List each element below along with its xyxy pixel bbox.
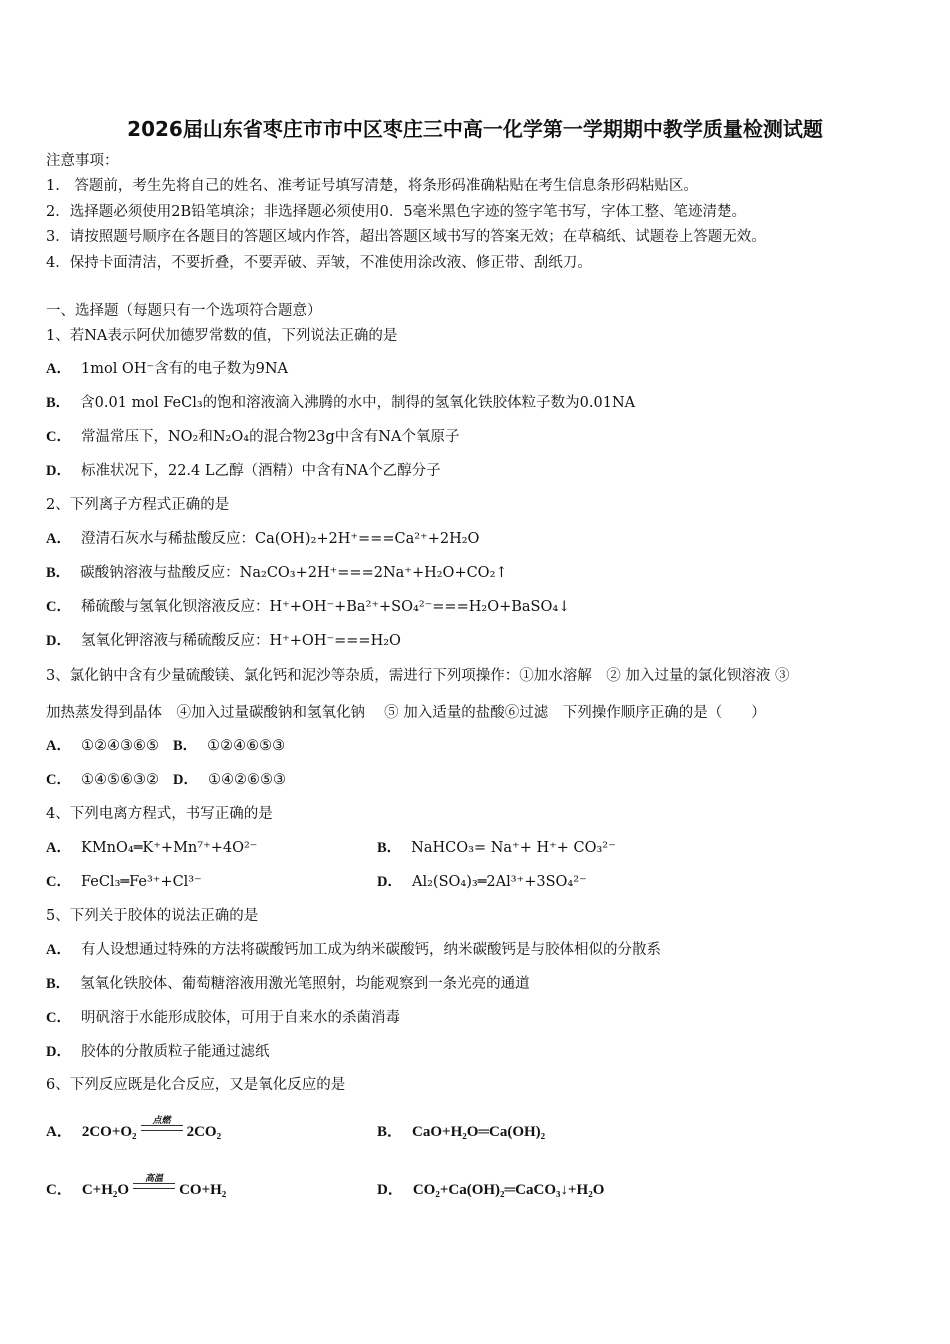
question-stem: 1、若NA表示阿伏加德罗常数的值，下列说法正确的是 (46, 328, 398, 344)
option-label: C． (46, 429, 71, 445)
section-heading: 一、选择题（每题只有一个选项符合题意） (46, 303, 322, 319)
question-stem: 6、下列反应既是化合反应，又是氧化反应的是 (46, 1077, 346, 1093)
option-label: D． (46, 463, 71, 479)
option-text: 氢氧化铁胶体、葡萄糖溶液用激光笔照射，均能观察到一条光亮的通道 (80, 976, 530, 992)
option (46, 1173, 227, 1199)
equation-left: C+H₂O (81, 1182, 130, 1198)
page-title: 2026届山东省枣庄市市中区枣庄三中高一化学第一学期期中教学质量检测试题 (127, 117, 823, 141)
option-text: 氢氧化钾溶液与稀硫酸反应：H⁺+OH⁻===H₂O (80, 633, 401, 649)
option-text: ①④②⑥⑤③ (207, 772, 286, 788)
option (377, 873, 587, 891)
option-text: KMnO₄═K⁺+Mn⁷⁺+4O²⁻ (80, 840, 258, 856)
question-stem: 2、下列离子方程式正确的是 (46, 497, 230, 513)
option-text: ①④⑤⑥③② (80, 772, 159, 788)
option-label: D． (172, 772, 198, 788)
question-stem-continued: 加热蒸发得到晶体 ④加入过量碳酸钠和氢氧化钠 ⑤ 加入适量的盐酸⑥过滤 下列操作顺序正确的是（ ） (46, 705, 766, 721)
option (46, 975, 530, 993)
notes-heading: 注意事项： (46, 153, 119, 169)
condition-text: 高温 (145, 1173, 164, 1183)
option (46, 839, 257, 857)
question-stem: 4、下列电离方程式，书写正确的是 (46, 806, 273, 822)
option-label: B． (377, 1124, 403, 1140)
option-text: 胶体的分散质粒子能通过滤纸 (80, 1044, 270, 1060)
equation-right: CO+H₂ (179, 1182, 227, 1198)
option (46, 394, 635, 412)
option-text: 澄清石灰水与稀盐酸反应：Ca(OH)₂+2H⁺===Ca²⁺+2H₂O (80, 531, 480, 547)
option (46, 462, 441, 480)
option-label: A． (46, 738, 71, 754)
option (46, 771, 286, 789)
option-text: ①②④⑥⑤③ (207, 738, 286, 754)
option (46, 1043, 269, 1061)
option-label: C． (46, 772, 71, 788)
option (377, 839, 616, 857)
option (46, 873, 202, 891)
option-text: 碳酸钠溶液与盐酸反应：Na₂CO₃+2H⁺===2Na⁺+H₂O+CO₂↑ (80, 565, 508, 581)
option-text: 稀硫酸与氢氧化钡溶液反应：H⁺+OH⁻+Ba²⁺+SO₄²⁻===H₂O+BaSO₄↓ (80, 599, 571, 615)
option-label: B． (46, 976, 71, 992)
option (46, 632, 401, 650)
option-label: A． (46, 361, 71, 377)
option-label: D． (377, 1182, 403, 1198)
option-label: D． (377, 874, 402, 890)
option (377, 1181, 604, 1199)
option-label: D． (46, 1044, 71, 1060)
note-item: 4．保持卡面清洁，不要折叠，不要弄破、弄皱，不准使用涂改液、修正带、刮纸刀。 (46, 255, 592, 271)
option (46, 428, 459, 446)
option-label: B． (46, 565, 71, 581)
reaction-condition-sign (129, 1173, 179, 1199)
option-label: D． (46, 633, 71, 649)
note-item: 2．选择题必须使用2B铅笔填涂；非选择题必须使用0．5毫米黑色字迹的签字笔书写，字体工整、笔迹清楚。 (46, 204, 747, 220)
option-text: ①②④③⑥⑤ (80, 738, 159, 754)
option-label: B． (172, 738, 198, 754)
option (46, 598, 570, 616)
option-text: 标准状况下，22.4 L乙醇（酒精）中含有NA个乙醇分子 (80, 463, 441, 479)
note-item: 3．请按照题号顺序在各题目的答题区域内作答，超出答题区域书写的答案无效；在草稿纸、试题卷上答题无效。 (46, 229, 766, 245)
question-stem: 5、下列关于胶体的说法正确的是 (46, 908, 259, 924)
option-label: A． (46, 942, 71, 958)
option-text: 含0.01 mol FeCl₃的饱和溶液滴入沸腾的水中，制得的氢氧化铁胶体粒子数为0.01NA (80, 395, 636, 411)
option-text: 明矾溶于水能形成胶体，可用于自来水的杀菌消毒 (80, 1010, 400, 1026)
question-stem: 3、氯化钠中含有少量硫酸镁、氯化钙和泥沙等杂质，需进行下列项操作：①加水溶解 ② 加入过量的氯化钡溶液 ③ (46, 668, 790, 684)
option-label: C． (46, 1010, 71, 1026)
option (377, 1123, 545, 1141)
reaction-condition-sign (137, 1115, 187, 1141)
option-text: 1mol OH⁻含有的电子数为9NA (80, 361, 289, 377)
option (46, 360, 288, 378)
option (46, 941, 661, 959)
option (46, 530, 479, 548)
option-label: B． (377, 840, 402, 856)
option (46, 1115, 222, 1141)
option-label: C． (46, 1182, 72, 1198)
option-label: C． (46, 874, 71, 890)
option-text: 常温常压下，NO₂和N₂O₄的混合物23g中含有NA个氧原子 (80, 429, 460, 445)
equation-right: 2CO₂ (186, 1124, 222, 1140)
option (46, 564, 508, 582)
option-text: Al₂(SO₄)₃═2Al³⁺+3SO₄²⁻ (411, 874, 587, 890)
option-text: FeCl₃═Fe³⁺+Cl³⁻ (80, 874, 202, 890)
option-label: A． (46, 840, 71, 856)
condition-text: 点燃 (152, 1115, 171, 1125)
option-text: 有人设想通过特殊的方法将碳酸钙加工成为纳米碳酸钙，纳米碳酸钙是与胶体相似的分散系 (80, 942, 661, 958)
option-text: NaHCO₃= Na⁺+ H⁺+ CO₃²⁻ (411, 840, 616, 856)
equation-left: 2CO+O₂ (81, 1124, 137, 1140)
option (46, 737, 285, 755)
option-label: A． (46, 531, 71, 547)
option-label: C． (46, 599, 71, 615)
note-item: 1. 答题前，考生先将自己的姓名、准考证号填写清楚，将条形码准确粘贴在考生信息条形码粘贴区。 (46, 178, 698, 194)
option-text: CO₂+Ca(OH)₂═CaCO₃↓+H₂O (412, 1182, 605, 1198)
option (46, 1009, 400, 1027)
option-text: CaO+H₂O═Ca(OH)₂ (412, 1124, 546, 1140)
option-label: B． (46, 395, 71, 411)
option-label: A． (46, 1124, 72, 1140)
